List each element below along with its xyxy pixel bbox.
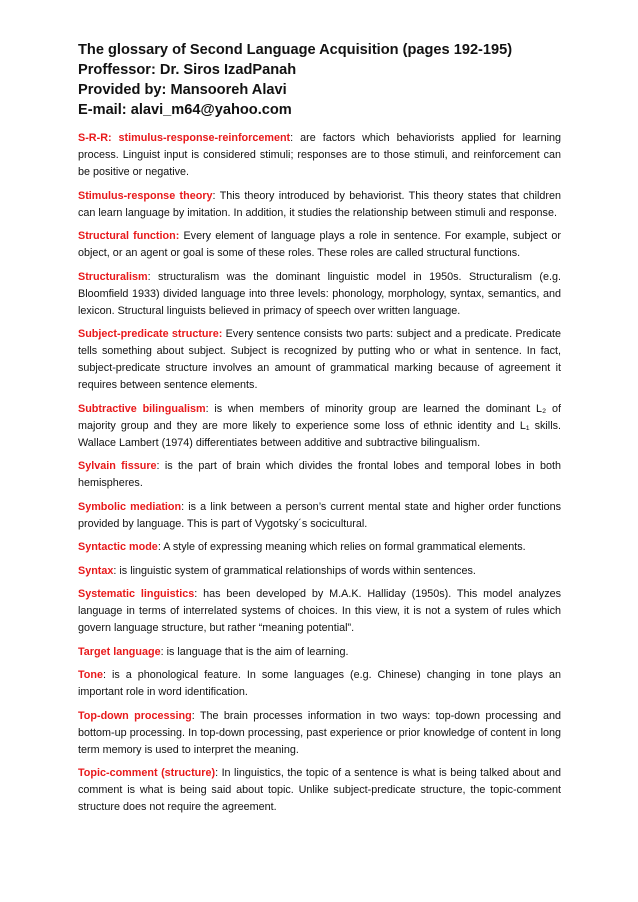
glossary-term: Top-down processing	[78, 709, 192, 722]
term-separator: :	[147, 270, 159, 283]
glossary-definition: A style of expressing meaning which relies on formal grammatical elements.	[163, 541, 526, 553]
glossary-entry	[78, 401, 561, 452]
glossary-entry	[78, 539, 561, 556]
glossary-definition: is language that is the aim of learning.	[166, 645, 349, 658]
glossary-entry	[78, 644, 561, 661]
glossary-term: Tone	[78, 669, 103, 681]
glossary-definition: This theory introduced by behaviorist. This theory states that children can learn language by imitation. In addition, it studies the relationship between stimuli and response.	[78, 189, 561, 219]
glossary-term: Target language	[78, 645, 161, 658]
glossary-definition: Every element of language plays a role in sentence. For example, subject or object, or an agent or goal is some of these roles. These roles are called structural functions.	[78, 230, 561, 259]
glossary-term: Symbolic mediation	[78, 500, 182, 513]
glossary-entry	[78, 667, 561, 701]
glossary-definition: In linguistics, the topic of a sentence is what is being talked about and comment is what is being said about topic. Unlike subject-predicate structure, the topic-comment structure does not require the agreement.	[78, 767, 561, 813]
glossary-entry	[78, 563, 561, 580]
glossary-term: Stimulus-response theory	[78, 189, 213, 202]
glossary-entry	[78, 326, 561, 394]
glossary-term: Structuralism	[78, 270, 148, 283]
glossary-term: Syntax	[78, 564, 114, 577]
glossary-definition: The brain processes information in two ways: top-down processing and bottom-up processing. In top-down processing, past experience or prior knowledge of content in long term memory is used to interpret the meaning.	[78, 709, 561, 756]
glossary-term: S-R-R: stimulus-response-reinforcement	[78, 132, 291, 144]
glossary-list	[78, 130, 561, 816]
glossary-entry	[78, 269, 561, 320]
glossary-definition: Every sentence consists two parts: subject and a predicate. Predicate tells something about subject. Subject is recognized by putting who or what in sentence. In fact, subject-predicate structure involves an amount of grammatical marking because of agreement it requires between sentence elements.	[78, 328, 561, 391]
term-separator: :	[113, 564, 120, 577]
term-separator: :	[160, 645, 167, 658]
term-separator: :	[290, 132, 301, 144]
glossary-definition: is when members of minority group are learned the dominant L₂ of majority group and they are more likely to experience some loss of ethnic identity and L₁ skills. Wallace Lambert (1974) differentiates between additive and subtractive bilingualism.	[78, 402, 561, 449]
email-line: E-mail: alavi_m64@yahoo.com	[78, 102, 292, 118]
glossary-term: Subject-predicate structure:	[78, 328, 223, 340]
glossary-term: Subtractive bilingualism	[78, 402, 206, 415]
term-separator: :	[215, 767, 222, 779]
term-separator: :	[191, 709, 200, 722]
document-page	[78, 40, 561, 823]
provider-line: Provided by: Mansooreh Alavi	[78, 82, 287, 98]
glossary-definition: is a link between a person’s current mental state and higher order functions provided by language. This is part of Vygotsky´s socicultural.	[78, 500, 561, 530]
document-title: The glossary of Second Language Acquisition (pages 192-195)	[78, 42, 513, 58]
glossary-definition: is the part of brain which divides the frontal lobes and temporal lobes in both hemispheres.	[78, 460, 562, 489]
glossary-definition: structuralism was the dominant linguistic model in 1950s. Structuralism (e.g. Bloomfield 1933) divided language into three levels: phonology, morphology, syntax, semantics, and lexicon. Structural linguists believed in primacy of speech over written language.	[78, 270, 562, 317]
glossary-definition: has been developed by M.A.K. Halliday (1950s). This model analyzes language in terms of interrelated systems of choices. In this view, it is not a system of rules which govern language structure, but rather “meaning potential”.	[78, 588, 561, 634]
glossary-entry	[78, 188, 561, 222]
glossary-entry	[78, 228, 561, 262]
term-separator: :	[156, 460, 165, 472]
glossary-term: Syntactic mode	[78, 541, 158, 553]
glossary-entry	[78, 765, 561, 816]
term-separator: :	[157, 541, 164, 553]
term-separator: :	[205, 402, 215, 415]
document-header	[78, 40, 561, 120]
glossary-term: Topic-comment (structure)	[78, 767, 216, 779]
term-separator: :	[194, 588, 204, 600]
glossary-definition: are factors which behaviorists applied for learning process. Linguist input is considered stimuli; responses are to those stimuli, and reinforcement can be positive or negative.	[78, 132, 561, 178]
term-separator: :	[212, 189, 220, 202]
term-separator: :	[103, 669, 112, 681]
glossary-entry	[78, 586, 561, 637]
glossary-definition: is a phonological feature. In some languages (e.g. Chinese) changing in tone plays an important role in word identification.	[78, 669, 561, 698]
glossary-entry	[78, 458, 561, 492]
glossary-term: Structural function:	[78, 230, 180, 242]
professor-line: Proffessor: Dr. Siros IzadPanah	[78, 62, 297, 78]
glossary-entry	[78, 708, 561, 759]
glossary-definition: is linguistic system of grammatical relationships of words within sentences.	[119, 564, 476, 577]
glossary-entry	[78, 130, 561, 181]
term-separator: :	[181, 500, 189, 513]
glossary-entry	[78, 499, 561, 533]
glossary-term: Systematic linguistics	[78, 588, 195, 600]
glossary-term: Sylvain fissure	[78, 460, 157, 472]
